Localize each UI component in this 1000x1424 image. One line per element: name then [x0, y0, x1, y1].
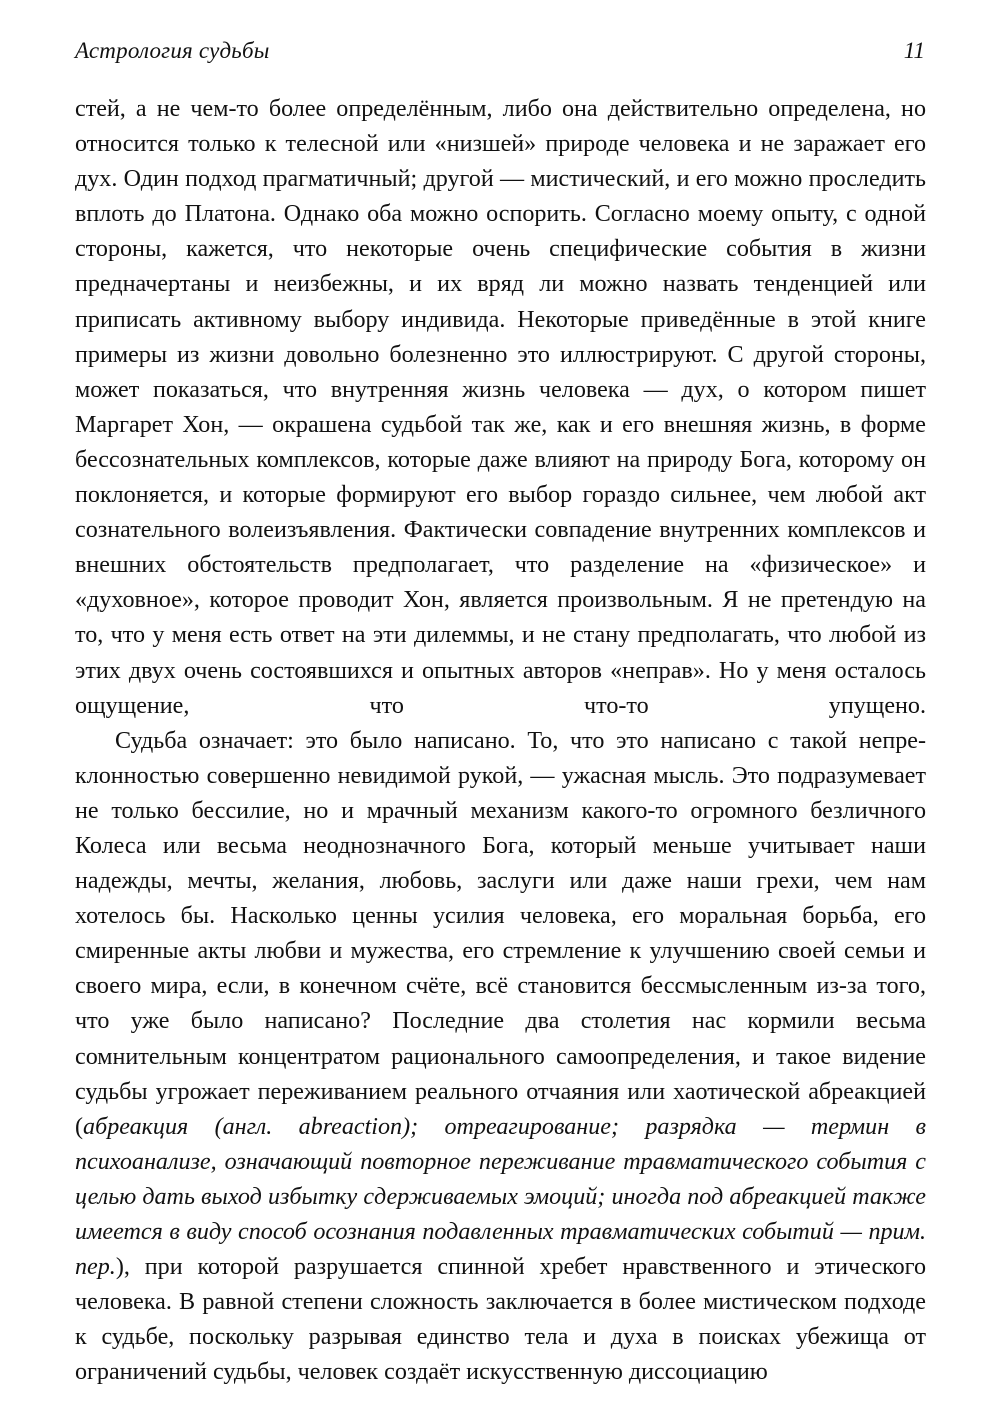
body-text-column [75, 92, 926, 1390]
page-number: 11 [903, 38, 925, 63]
running-head-title: Астрология судьбы [75, 38, 270, 63]
text-run-regular: Судьба означает: это было написано. То, что это написано с такой непреклонностью совершенно невидимой рукой, — ужасная мысль. Это подразумевает не только бессилие, но и мрачный механизм какого-то огромного безличного Колеса или весьма неоднозначного Бога, который меньше учитывает наши надежды, мечты, желания, любовь, заслуги или даже наши грехи, чем нам хотелось бы. Насколько ценны усилия человека, его моральная борьба, его смиренные акты любви и мужества, его стремление к улучшению своей семьи и своего мира, если, в конечном счёте, всё становится бессмысленным из-за того, что уже было написано? Последние два столетия нас кормили весьма сомнительным концентратом рационального самоопределения, и такое видение судьбы угрожает переживанием реального отчаяния или хаотической абреакцией ( [75, 727, 926, 1140]
text-run-italic: абреакция (англ. abreaction); отреагирование; разрядка — термин в психоанализе, означающий повторное переживание травматического события с целью дать выход избытку сдерживаемых эмоций; иногда под абреакцией также имеется в виду способ осознания подавленных травматических событий — прим. пер. [75, 1113, 926, 1281]
text-run-regular: ), при которой разрушается спинной хребет нравственного и этического человека. В равной степени сложность заключается в более мистическом подходе к судьбе, поскольку разрывая единство тела и духа в поисках убежища от ограничений судьбы, человек создаёт искусственную диссоциацию [75, 1254, 926, 1386]
paragraph-fate [75, 724, 926, 1391]
paragraph-continued [75, 92, 926, 724]
running-head [75, 38, 925, 72]
text-run-regular: стей, а не чем-то более определённым, либо она действительно определена, но относится только к телесной или «низшей» природе человека и не заражает его дух. Один подход прагматичный; другой — мистический, и его можно проследить вплоть до Платона. Однако оба можно оспорить. Согласно моему опыту, с одной стороны, кажется, что некоторые очень специфические события в жизни предначертаны и неизбежны, и их вряд ли можно назвать тенденцией или приписать активному выбору индивида. Некоторые приведённые в этой книге примеры из жизни довольно болезненно это иллюстрируют. С другой стороны, может показаться, что внутренняя жизнь человека — дух, о котором пишет Маргарет Хон, — окрашена судьбой так же, как и его внешняя жизнь, в форме бессознательных комплексов, которые даже влияют на природу Бога, которому он поклоняется, и которые формируют его выбор гораздо сильнее, чем любой акт сознательного волеизъявления. Фактически совпадение внутренних комплексов и внешних обстоятельств предполагает, что разделение на «физическое» и «духовное», которое проводит Хон, является произвольным. Я не претендую на то, что у меня есть ответ на эти дилеммы, и не стану предполагать, что любой из этих двух очень состоявшихся и опытных авторов «неправ». Но у меня осталось ощущение, что что-то упущено. [75, 96, 926, 719]
